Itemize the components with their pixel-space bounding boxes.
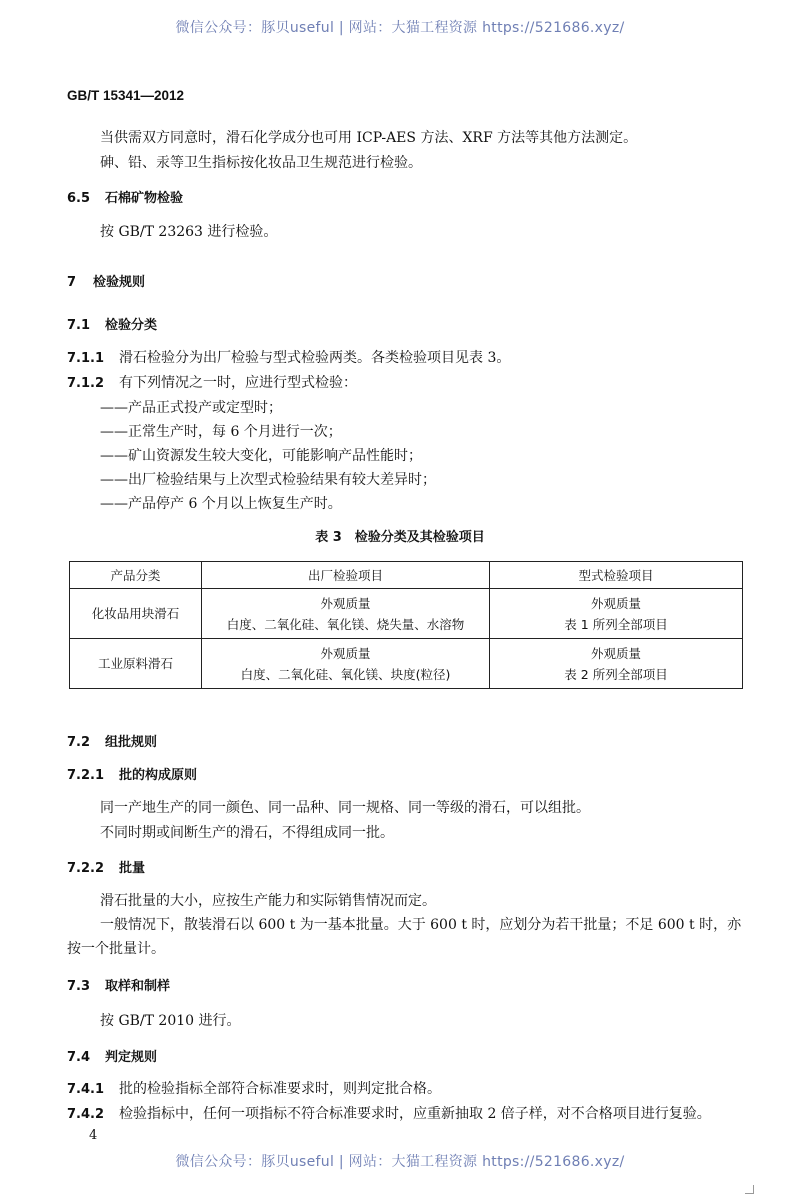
section-title: 检验分类	[105, 318, 158, 333]
factory-items-cell	[202, 639, 490, 689]
clause-number: 7.2.2	[67, 861, 105, 876]
clause-number: 7.4.1	[67, 1082, 105, 1097]
section-title: 检验规则	[93, 275, 146, 290]
clause-heading-7-2-2	[67, 857, 145, 876]
list-item: ——产品正式投产或定型时；	[100, 400, 282, 416]
section-heading-7	[67, 271, 145, 290]
category-cell: 化妆品用块滑石	[70, 589, 202, 639]
clause-7-1-2	[67, 372, 357, 392]
paragraph-line: 一般情况下，散装滑石以 600 t 为一基本批量。大于 600 t 时，应划分为若干批量；不足 600 t 时，亦	[100, 917, 742, 933]
clause-text: 滑石检验分为出厂检验与型式检验两类。各类检验项目见表 3。	[119, 350, 511, 366]
header-cell: 出厂检验项目	[202, 562, 490, 589]
cell-line: 表 1 所列全部项目	[564, 616, 668, 632]
section-number: 7.2	[67, 735, 91, 750]
cell-line: 外观质量	[320, 645, 371, 661]
cell-line: 白度、二氧化硅、氧化镁、块度(粒径)	[240, 666, 451, 682]
paragraph-line: 同一产地生产的同一颜色、同一品种、同一规格、同一等级的滑石，可以组批。	[100, 800, 590, 816]
clause-text: 检验指标中，任何一项指标不符合标准要求时，应重新抽取 2 倍子样，对不合格项目进行复验。	[119, 1106, 711, 1122]
clause-text: 有下列情况之一时，应进行型式检验：	[119, 375, 357, 391]
header-cell: 型式检验项目	[490, 562, 743, 589]
cell-line: 外观质量	[590, 595, 641, 611]
paragraph-line: 砷、铅、汞等卫生指标按化妆品卫生规范进行检验。	[100, 155, 422, 171]
clause-number: 7.1.2	[67, 376, 105, 391]
section-title: 石棉矿物检验	[105, 191, 184, 206]
table-caption: 表 3 检验分类及其检验项目	[315, 530, 485, 545]
clause-number: 7.2.1	[67, 768, 105, 783]
corner-mark	[745, 1185, 754, 1194]
watermark-top: 微信公众号：豚贝useful | 网站：大猫工程资源 https://521686.xyz/	[175, 20, 625, 36]
watermark-bottom: 微信公众号：豚贝useful | 网站：大猫工程资源 https://521686.xyz/	[175, 1154, 625, 1170]
list-item: ——出厂检验结果与上次型式检验结果有较大差异时；	[100, 472, 436, 488]
cell-line: 外观质量	[320, 595, 371, 611]
section-heading-7-1	[67, 314, 157, 333]
standard-number: GB/T 15341—2012	[67, 88, 185, 103]
section-number: 7.1	[67, 318, 91, 333]
section-number: 7.4	[67, 1050, 91, 1065]
factory-items-cell	[202, 589, 490, 639]
section-title: 取样和制样	[105, 979, 171, 994]
type-items-cell	[490, 589, 743, 639]
category-cell: 工业原料滑石	[70, 639, 202, 689]
section-heading-6-5	[67, 187, 183, 206]
header-cell: 产品分类	[70, 562, 202, 589]
clause-7-1-1	[67, 347, 510, 367]
paragraph-line: 按 GB/T 2010 进行。	[100, 1013, 241, 1029]
clause-number: 7.4.2	[67, 1107, 105, 1122]
section-heading-7-2	[67, 731, 157, 750]
paragraph-line: 按 GB/T 23263 进行检验。	[100, 224, 278, 240]
clause-title: 批的构成原则	[119, 768, 198, 783]
page-number: 4	[89, 1128, 98, 1143]
section-title: 判定规则	[105, 1050, 158, 1065]
section-heading-7-3	[67, 975, 170, 994]
section-title: 组批规则	[105, 735, 158, 750]
clause-7-4-2	[67, 1103, 711, 1123]
section-heading-7-4	[67, 1046, 157, 1065]
table-row	[70, 589, 743, 639]
table-header-row	[70, 562, 743, 589]
table-row	[70, 639, 743, 689]
paragraph-line: 按一个批量计。	[67, 941, 165, 957]
paragraph-line: 滑石批量的大小，应按生产能力和实际销售情况而定。	[100, 893, 436, 909]
clause-heading-7-2-1	[67, 764, 197, 783]
section-number: 7.3	[67, 979, 91, 994]
clause-text: 批的检验指标全部符合标准要求时，则判定批合格。	[119, 1081, 441, 1097]
section-number: 6.5	[67, 191, 91, 206]
cell-line: 表 2 所列全部项目	[564, 666, 668, 682]
list-item: ——产品停产 6 个月以上恢复生产时。	[100, 496, 342, 512]
list-item: ——矿山资源发生较大变化，可能影响产品性能时；	[100, 448, 422, 464]
clause-number: 7.1.1	[67, 351, 105, 366]
clause-title: 批量	[119, 861, 146, 876]
paragraph-line: 当供需双方同意时，滑石化学成分也可用 ICP-AES 方法、XRF 方法等其他方法测定。	[100, 130, 638, 146]
paragraph-line: 不同时期或间断生产的滑石，不得组成同一批。	[100, 825, 394, 841]
cell-line: 外观质量	[590, 645, 641, 661]
cell-line: 白度、二氧化硅、氧化镁、烧失量、水溶物	[226, 616, 465, 632]
type-items-cell	[490, 639, 743, 689]
inspection-table	[69, 561, 743, 689]
clause-7-4-1	[67, 1078, 441, 1098]
section-number: 7	[67, 275, 77, 290]
list-item: ——正常生产时，每 6 个月进行一次；	[100, 424, 342, 440]
